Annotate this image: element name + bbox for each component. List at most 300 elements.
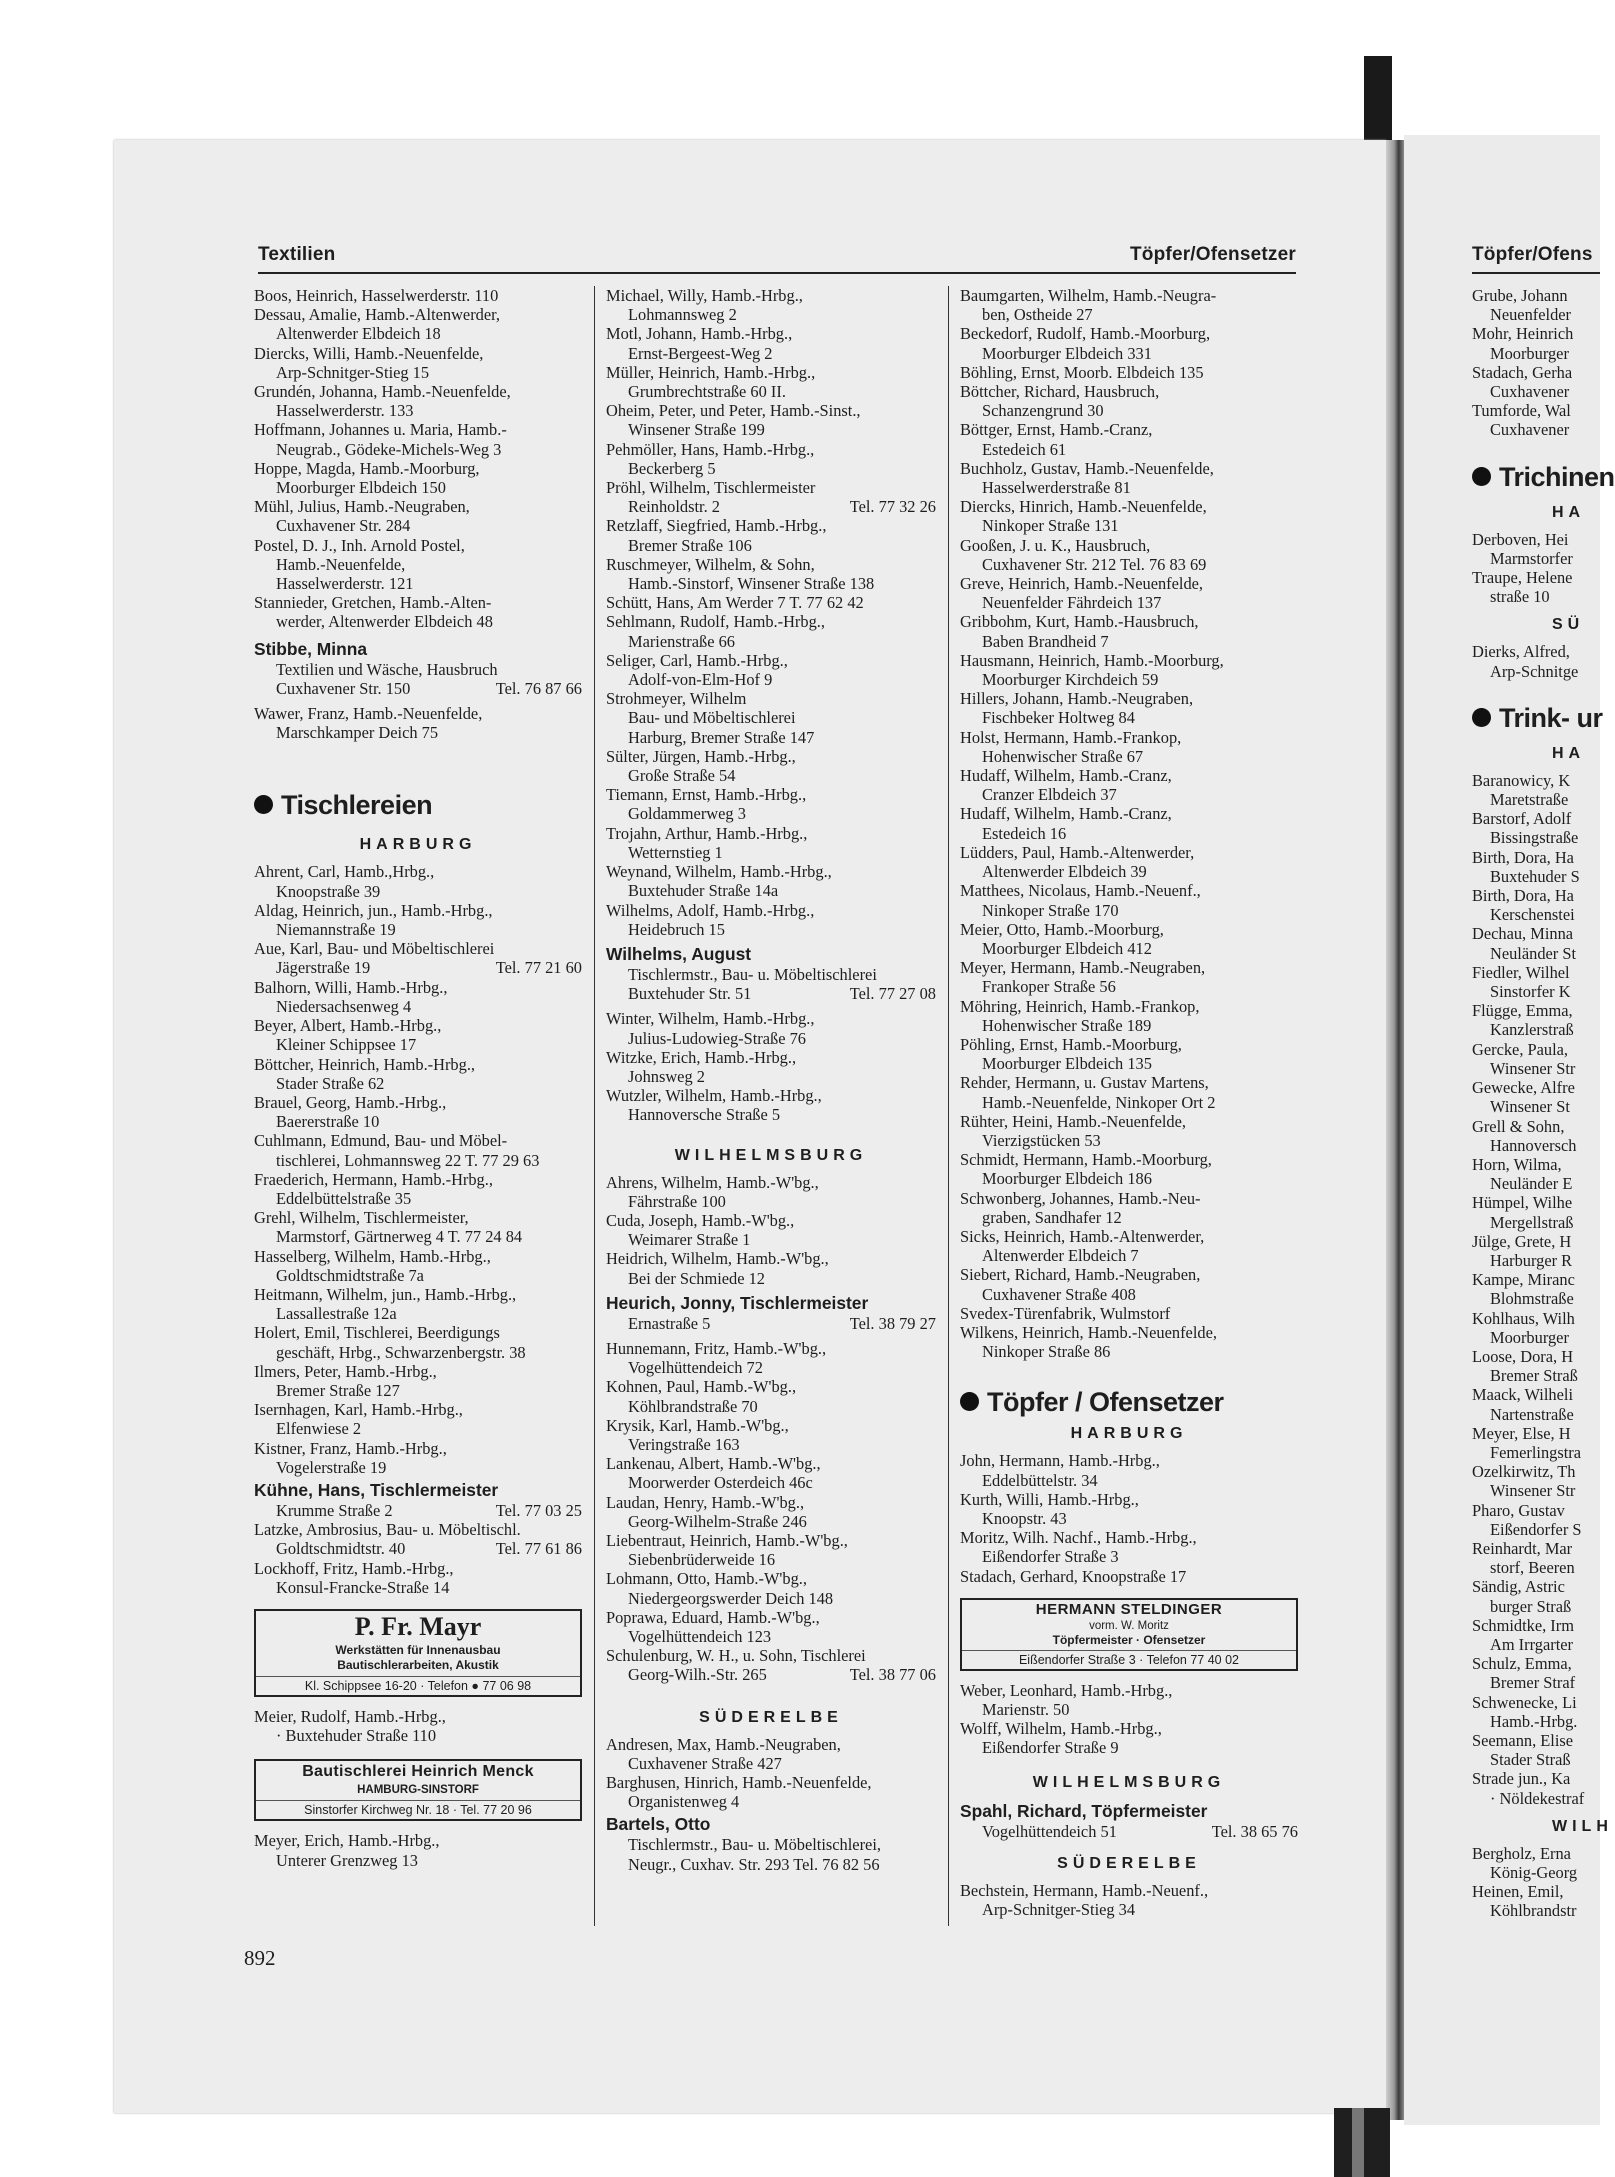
entry-address-line: [1472, 1328, 1600, 1347]
entry-text: Ahrent, Carl, Hamb.,Hrbg.,: [254, 862, 435, 882]
entry-name-line: [1472, 1347, 1600, 1366]
entry-text: Marienstraße 66: [628, 631, 735, 651]
entry-text: Strade jun., Ka: [1472, 1769, 1571, 1789]
entry-name-line: [606, 1009, 936, 1028]
entry-text: Cuxhavener: [1490, 420, 1570, 440]
bullet-icon: [1472, 467, 1491, 486]
entry-address-line: [254, 1381, 582, 1400]
entry-address-line: [606, 1627, 936, 1646]
entry-address-line: [254, 401, 582, 420]
directory-entry: [1472, 924, 1600, 962]
entry-address-line: [960, 901, 1298, 920]
entry-name-line: [1472, 401, 1600, 420]
entry-text: Böhling, Ernst, Moorb. Elbdeich 135: [960, 362, 1204, 382]
bullet-icon: [960, 1392, 979, 1411]
entry-text: Hasselwerderstraße 81: [982, 478, 1131, 498]
directory-entry: [254, 1016, 582, 1054]
directory-entry: [1472, 401, 1600, 439]
entry-text: Knoopstraße 39: [276, 881, 381, 901]
entry-meier: [254, 1707, 582, 1745]
running-header-right-page: Töpfer/Ofens: [1472, 244, 1593, 265]
directory-entry: [254, 1559, 582, 1597]
entry-text: Niedergeorgswerder Deich 148: [628, 1588, 834, 1608]
entry-address-line: [960, 785, 1298, 804]
entry-text: König-Georg: [1490, 1863, 1578, 1883]
entry-name-line: [606, 1249, 936, 1268]
directory-entry: [606, 785, 936, 823]
entry-name-line: [606, 1531, 936, 1550]
section-title-tischlereien: [254, 788, 582, 822]
entry-text: burger Straß: [1490, 1596, 1572, 1616]
section-title-text: Tischlereien: [281, 790, 433, 821]
entry-address-line: [254, 1578, 582, 1597]
entry-name-line: [254, 1055, 582, 1074]
entry-address-line: [1472, 1020, 1600, 1039]
entry-text: Niedersachsenweg 4: [276, 996, 412, 1016]
entry-text: Goldtschmidtstraße 7a: [276, 1265, 424, 1285]
entry-text: Köhlbrandstr: [1490, 1901, 1577, 1921]
entry-text: Moorburger Elbdeich 150: [276, 478, 446, 498]
entry-address-line: [606, 420, 936, 439]
entry-text: Estedeich 61: [982, 439, 1067, 459]
entry-heurich: [606, 1292, 936, 1333]
entry-text: storf, Beeren: [1490, 1558, 1575, 1578]
directory-entry: [1472, 1501, 1600, 1539]
entry-name-line: [1472, 324, 1600, 343]
entry-name-line: [606, 1211, 936, 1230]
entry-name-line: [1472, 530, 1600, 549]
entry-text: graben, Sandhafer 12: [982, 1207, 1122, 1227]
entry-name-line: [1472, 886, 1600, 905]
entry-address-line: [960, 824, 1298, 843]
entry-address-line: [1472, 1366, 1600, 1385]
entry-text: Tumforde, Wal: [1472, 401, 1571, 421]
entry-name-line: [960, 1681, 1298, 1700]
entry-text: Kohnen, Paul, Hamb.-W'bg.,: [606, 1377, 797, 1397]
entry-name-line: [606, 1048, 936, 1067]
entry-address-line: [606, 1230, 936, 1249]
entry-address-line: [1472, 1059, 1600, 1078]
entry-address-line: [1472, 828, 1600, 847]
entry-text: ben, Ostheide 27: [982, 305, 1093, 325]
entry-address-line: [1472, 1558, 1600, 1577]
entry-address-line: [1472, 1136, 1600, 1155]
entry-text: Georg-Wilh.-Str. 265: [628, 1665, 767, 1685]
entry-text: Hoppe, Magda, Hamb.-Moorburg,: [254, 458, 480, 478]
directory-entry: [960, 1681, 1298, 1719]
bullet-icon: [254, 795, 273, 814]
entry-text: Baranowicy, K: [1472, 770, 1571, 790]
entry-phone: Tel. 77 03 25: [495, 1500, 582, 1520]
entry-text: Pöhling, Ernst, Hamb.-Moorburg,: [960, 1034, 1182, 1054]
directory-entry: [606, 440, 936, 478]
entry-name-line: [1472, 771, 1600, 790]
directory-entry: [960, 1881, 1298, 1919]
entry-text: Fiedler, Wilhel: [1472, 962, 1570, 982]
entry-text: Cuxhavener Straße 427: [628, 1753, 782, 1773]
entry-text: Hohenwischer Straße 189: [982, 1015, 1152, 1035]
district-heading: WILHELMSBURG: [1032, 1773, 1226, 1791]
entry-address-line: [960, 1246, 1298, 1265]
entry-address-line: [1472, 549, 1600, 568]
entry-text: Konsul-Francke-Straße 14: [276, 1577, 450, 1597]
directory-entry: [1472, 1462, 1600, 1500]
section-title-text: Töpfer / Ofensetzer: [987, 1387, 1224, 1418]
entry-text: Bissingstraße: [1490, 828, 1579, 848]
entry-address-line: [606, 766, 936, 785]
entry-address-line: [606, 1589, 936, 1608]
entry-text: Böttger, Ernst, Hamb.-Cranz,: [960, 420, 1153, 440]
entry-text: Lockhoff, Fritz, Hamb.-Hrbg.,: [254, 1558, 454, 1578]
district-heading: HARBURG: [1070, 1425, 1188, 1443]
directory-entry: [1472, 1882, 1600, 1920]
entry-name-line: [1472, 809, 1600, 828]
entry-text: Meyer, Else, H: [1472, 1423, 1571, 1443]
entry-name-line: [960, 497, 1298, 516]
ad-title: Bautischlerei Heinrich Menck: [302, 1763, 534, 1781]
entry-text: Ozelkirwitz, Th: [1472, 1462, 1576, 1482]
entry-address-line: [254, 363, 582, 382]
directory-entry: [606, 1048, 936, 1086]
entry-address-line: [606, 1512, 936, 1531]
entry-address-line: [1472, 420, 1600, 439]
entry-text: Hannoversch: [1490, 1135, 1577, 1155]
entry-name-line: [960, 1073, 1298, 1092]
entry-text: Seliger, Carl, Hamb.-Hrbg.,: [606, 650, 788, 670]
entry-name-line: [1472, 1539, 1600, 1558]
entry-name-line: [254, 344, 582, 363]
entry-text: Motl, Johann, Hamb.-Hrbg.,: [606, 324, 793, 344]
entry-text: Beckedorf, Rudolf, Hamb.-Moorburg,: [960, 324, 1211, 344]
entry-text: Cuxhavener Str. 284: [276, 516, 411, 536]
entry-name-line: [606, 651, 936, 670]
entry-text: Julius-Ludowieg-Straße 76: [628, 1028, 806, 1048]
entry-text: Neuländer St: [1490, 943, 1577, 963]
entry-text: Wutzler, Wilhelm, Hamb.-Hrbg.,: [606, 1086, 822, 1106]
entry-text: Hamb.-Neuenfelde,: [276, 554, 406, 574]
column-3: [960, 286, 1298, 1919]
entry-text: Hamb.-Sinstorf, Winsener Straße 138: [628, 574, 875, 594]
entry-name-line: [960, 536, 1298, 555]
entry-name-line: [254, 1093, 582, 1112]
entry-address-line: [254, 612, 582, 631]
entry-address-line: [606, 728, 936, 747]
directory-entry: [960, 1073, 1298, 1111]
entry-name-line: [1472, 1078, 1600, 1097]
entry-address-line: [1472, 1597, 1600, 1616]
entry-name-line: [1472, 1040, 1600, 1059]
entry-text: Hohenwischer Straße 67: [982, 746, 1144, 766]
directory-entry: [254, 1208, 582, 1246]
directory-entry: [254, 978, 582, 1016]
entry-address-line: [606, 574, 936, 593]
entry-address-line: [606, 881, 936, 900]
entry-address-line: [606, 708, 936, 727]
entry-name-line: [960, 997, 1298, 1016]
entry-text: Cuda, Joseph, Hamb.-W'bg.,: [606, 1210, 795, 1230]
entry-address: Cuxhavener Str. 150: [276, 678, 411, 698]
entry-name-line: [1472, 1385, 1600, 1404]
entry-name-line: [606, 901, 936, 920]
directory-entry: [960, 1189, 1298, 1227]
entry-text: Harburger R: [1490, 1250, 1573, 1270]
entry-text: Pehmöller, Hans, Hamb.-Hrbg.,: [606, 439, 815, 459]
entry-address-line: [254, 516, 582, 535]
entry-text: Sülter, Jürgen, Hamb.-Hrbg.,: [606, 746, 796, 766]
entry-address-line: [254, 1726, 582, 1745]
entry-text: Diercks, Willi, Hamb.-Neuenfelde,: [254, 343, 484, 363]
directory-entry: [606, 901, 936, 939]
directory-entry: [960, 1719, 1298, 1757]
entry-text: Fährstraße 100: [628, 1191, 726, 1211]
entry-text: Köhlbrandstraße 70: [628, 1396, 758, 1416]
entries-wilhelmsburg: [606, 1173, 936, 1288]
entry-text: Goldtschmidtstr. 40: [276, 1539, 406, 1559]
directory-entry: [606, 1377, 936, 1415]
entry-name-line: [606, 555, 936, 574]
entry-text: Stadach, Gerha: [1472, 362, 1573, 382]
entry-address-line: [1472, 944, 1600, 963]
directory-entry: [606, 1009, 936, 1047]
entry-text: Schanzengrund 30: [982, 401, 1104, 421]
entry-name-line: [254, 1362, 582, 1381]
entry-address-line: [606, 1067, 936, 1086]
entry-text: Hoffmann, Johannes u. Maria, Hamb.-: [254, 420, 507, 440]
directory-entry: [1472, 1424, 1600, 1462]
entry-address-line: [960, 1093, 1298, 1112]
entry-name-line: [960, 1189, 1298, 1208]
entry-address-line: [1472, 1673, 1600, 1692]
entry-text: Ninkoper Straße 131: [982, 516, 1119, 536]
entry-name-line: [606, 1377, 936, 1396]
entry-text: Pröhl, Wilhelm, Tischlermeister: [606, 478, 816, 498]
entry-address-line: [960, 516, 1298, 535]
district-heading: WILH: [1552, 1817, 1613, 1835]
entry-name-line: [1472, 1654, 1600, 1673]
entry-line: Tischlermstr., Bau- u. Möbeltischlerei: [628, 964, 877, 984]
entry-text: Moorburger: [1490, 1327, 1569, 1347]
entry-name-line: [254, 862, 582, 881]
entry-text: Kerschenstei: [1490, 905, 1575, 925]
entry-text: Balhorn, Willi, Hamb.-Hrbg.,: [254, 977, 448, 997]
entry-name-line: [606, 401, 936, 420]
entry-name-line: [254, 286, 582, 305]
entry-text: Latzke, Ambrosius, Bau- u. Möbeltischl.: [254, 1520, 521, 1540]
entry-address-line: [960, 1016, 1298, 1035]
entry-address-line: [960, 1054, 1298, 1073]
entry-name-line: [1472, 924, 1600, 943]
entry-name-line: [254, 593, 582, 612]
directory-entry: [254, 305, 582, 343]
entry-text: Winsener St: [1490, 1097, 1570, 1117]
entry-line: [606, 984, 936, 1003]
entry-address-line: [254, 555, 582, 574]
directory-entry: [960, 1451, 1298, 1489]
entry-address-line: [254, 440, 582, 459]
directory-entry: [254, 344, 582, 382]
entry-address-line: [1472, 982, 1600, 1001]
ad-line: Werkstätten für Innenausbau: [335, 1642, 501, 1657]
entry-name-line: [254, 1439, 582, 1458]
entry-address-line: [606, 1397, 936, 1416]
entry-text: Bechstein, Hermann, Hamb.-Neuenf.,: [960, 1880, 1209, 1900]
entry-text: Winter, Wilhelm, Hamb.-Hrbg.,: [606, 1009, 815, 1029]
directory-entry: [1472, 1693, 1600, 1731]
entry-name-line: [254, 497, 582, 516]
entry-text: Holert, Emil, Tischlerei, Beerdigungs: [254, 1323, 500, 1343]
entry-address-line: [606, 804, 936, 823]
directory-entry: [1472, 363, 1600, 401]
entry-text: geschäft, Hrbg., Schwarzenbergstr. 38: [276, 1342, 526, 1362]
entry-name-line: [606, 1493, 936, 1512]
directory-entry: [254, 497, 582, 535]
directory-entry: [960, 1323, 1298, 1361]
entry-text: Eißendorfer Straße 3: [982, 1547, 1119, 1567]
entries-harburg-end: [606, 1009, 936, 1124]
entry-bartels: [606, 1813, 936, 1873]
entry-text: Cuxhavener: [1490, 382, 1570, 402]
directory-entry: [1472, 642, 1600, 680]
entry-name-line: [254, 939, 582, 958]
entry-text: Moorburger Elbdeich 412: [982, 938, 1152, 958]
entry-address-line: [960, 478, 1298, 497]
directory-entry: [254, 593, 582, 631]
entry-text: Hamb.-Neuenfelde, Ninkoper Ort 2: [982, 1092, 1216, 1112]
directory-entry: [606, 862, 936, 900]
ad-line: Bautischlerarbeiten, Akustik: [337, 1657, 499, 1672]
entry-name-line: [960, 1451, 1298, 1470]
entry-address-line: [1472, 1901, 1600, 1920]
entry-text: Maretstraße: [1490, 790, 1569, 810]
directory-entry: [960, 363, 1298, 382]
entry-name: Spahl, Richard, Töpfermeister: [960, 1800, 1208, 1821]
entry-text: Hasselwerderstr. 133: [276, 401, 414, 421]
entry-text: Hausmann, Heinrich, Hamb.-Moorburg,: [960, 650, 1224, 670]
entry-line: [606, 1314, 936, 1333]
entry-address-line: [1472, 1289, 1600, 1308]
entry-name-line: [960, 286, 1298, 305]
entry-text: Baben Brandheid 7: [982, 631, 1109, 651]
entry-name-line: [254, 420, 582, 439]
column-rule-2: [948, 286, 949, 1926]
entry-text: Buxtehuder Straße 14a: [628, 881, 779, 901]
entry-text: Schulz, Emma,: [1472, 1654, 1572, 1674]
entry-text: Rehder, Hermann, u. Gustav Martens,: [960, 1073, 1209, 1093]
entry-name-line: [960, 1227, 1298, 1246]
entry-text: Knoopstr. 43: [982, 1508, 1067, 1528]
entry-text: Meyer, Erich, Hamb.-Hrbg.,: [254, 1831, 440, 1851]
directory-entry: [606, 363, 936, 401]
directory-entry: [254, 1131, 582, 1169]
entry-text: Bau- und Möbeltischlerei: [628, 708, 796, 728]
entry-address-line: [1472, 867, 1600, 886]
directory-entry: [606, 1086, 936, 1124]
entry-name-line: [960, 1323, 1298, 1342]
right-entries-s2: [1472, 642, 1600, 680]
column-2: [606, 286, 936, 1874]
entry-address-line: [606, 1473, 936, 1492]
entry-text: Altenwerder Elbdeich 18: [276, 324, 441, 344]
entry-name-line: [606, 785, 936, 804]
entry-name-line: [606, 363, 936, 382]
entry-text: Sinstorfer K: [1490, 982, 1571, 1002]
entry-name-line: [1472, 1001, 1600, 1020]
entry-text: Maack, Wilheli: [1472, 1385, 1573, 1405]
entry-address-line: [254, 997, 582, 1016]
entry-name-line: [1472, 963, 1600, 982]
entry-text: Loose, Dora, H: [1472, 1346, 1574, 1366]
entry-text: Buxtehuder S: [1490, 866, 1580, 886]
entry-address-line: [960, 1131, 1298, 1150]
directory-entry: [1472, 1539, 1600, 1577]
entry-address-line: [1472, 1097, 1600, 1116]
ad-line: Töpfermeister · Ofensetzer: [1052, 1632, 1206, 1647]
entry-text: Seemann, Elise: [1472, 1731, 1574, 1750]
entry-text: Stader Straße 62: [276, 1073, 385, 1093]
directory-entry: [606, 689, 936, 747]
entry-text: Siebenbrüderweide 16: [628, 1550, 776, 1570]
entry-address-line: [960, 747, 1298, 766]
entry-address-line: [606, 497, 936, 516]
directory-entry: [254, 939, 582, 977]
entry-address-line: [606, 305, 936, 324]
entry-name-line: [1472, 1882, 1600, 1901]
entry-address-line: [1472, 662, 1600, 681]
entry-text: Hudaff, Wilhelm, Hamb.-Cranz,: [960, 766, 1172, 786]
entry-text: Mohr, Heinrich: [1472, 324, 1574, 344]
entry-text: Bremer Straße 127: [276, 1380, 400, 1400]
entry-line: [254, 679, 582, 698]
entry-text: Rühter, Heini, Hamb.-Neuenfelde,: [960, 1111, 1187, 1131]
section-title-text: Trichinen: [1499, 461, 1615, 492]
entry-address-line: [606, 1029, 936, 1048]
entry-text: Gooßen, J. u. K., Hausbruch,: [960, 535, 1151, 555]
entry-address-line: [254, 1227, 582, 1246]
entry-text: Georg-Wilhelm-Straße 246: [628, 1511, 807, 1531]
directory-entry: [606, 324, 936, 362]
entry-text: Grube, Johann: [1472, 286, 1568, 305]
entry-name-line: [960, 1881, 1298, 1900]
entry-name-line: [1472, 1309, 1600, 1328]
entry-name-line: [606, 286, 936, 305]
entry-address-line: [606, 670, 936, 689]
column-rule-1: [594, 286, 595, 1926]
entry-text: Baererstraße 10: [276, 1112, 380, 1132]
entry-text: Johnsweg 2: [628, 1066, 705, 1086]
section-title-toepfer: [960, 1385, 1298, 1419]
directory-entry: [960, 324, 1298, 362]
directory-entry: [254, 862, 582, 900]
entry-text: Boos, Heinrich, Hasselwerderstr. 110: [254, 286, 499, 305]
entry-text: Goldammerweg 3: [628, 804, 746, 824]
entry-text: Moorburger Elbdeich 186: [982, 1169, 1152, 1189]
running-header-left: Textilien: [258, 244, 336, 265]
entry-wawer: [254, 704, 582, 742]
directory-entry: [254, 1400, 582, 1438]
entry-address-line: [1472, 382, 1600, 401]
entry-address-line: [1472, 1863, 1600, 1882]
entry-name-line: [1472, 1731, 1600, 1750]
directory-entry: [960, 1227, 1298, 1265]
entry-address: Krumme Straße 2: [276, 1500, 393, 1520]
entry-name-line: [960, 1567, 1298, 1586]
ad-title: HERMANN STELDINGER: [1035, 1600, 1223, 1618]
entry-text: Sicks, Heinrich, Hamb.-Altenwerder,: [960, 1226, 1205, 1246]
directory-entry: [1472, 963, 1600, 1001]
entry-text: Lohmannsweg 2: [628, 305, 737, 325]
entry-text: Greve, Heinrich, Hamb.-Neuenfelde,: [960, 574, 1204, 594]
entry-text: Moorburger: [1490, 343, 1569, 363]
